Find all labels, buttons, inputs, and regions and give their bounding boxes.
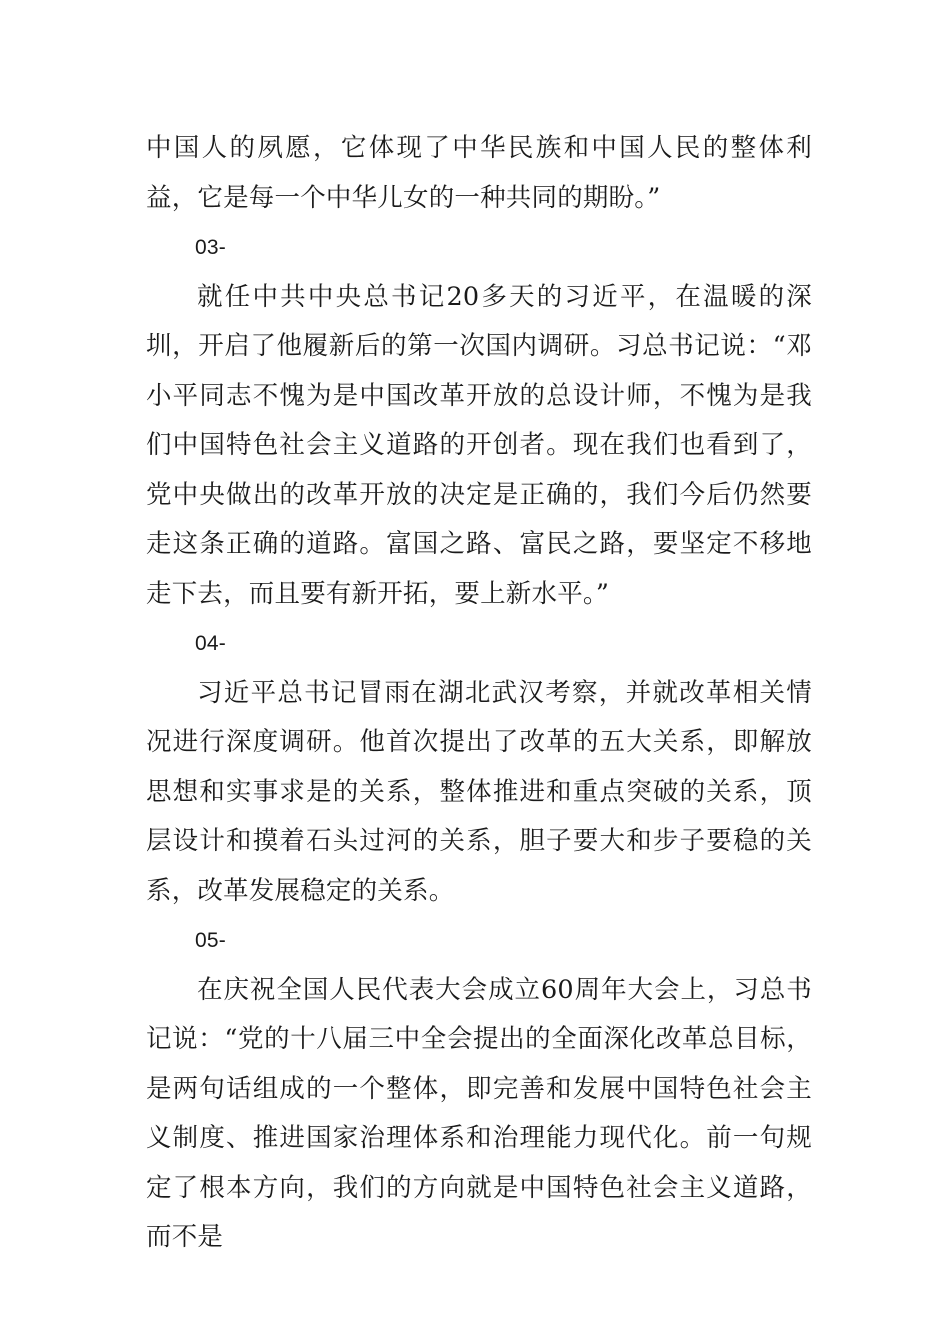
paragraph-shenzhen-visit: 就任中共中央总书记20多天的习近平，在温暖的深圳，开启了他履新后的第一次国内调研。习总书记说：“邓小平同志不愧为是中国改革开放的总设计师，不愧为是我们中国特色社会主义道路的开创者。现在我们也看到了，党中央做出的改革开放的决定是正确的，我们今后仍然要走这条正确的道路。富国之路、富民之路，要坚定不移地走下去，而且要有新开拓，要上新水平。” bbox=[146, 281, 812, 609]
paragraph-wuhan-visit: 习近平总书记冒雨在湖北武汉考察，并就改革相关情况进行深度调研。他首次提出了改革的五大关系，即解放思想和实事求是的关系，整体推进和重点突破的关系，顶层设计和摸着石头过河的关系，胆子要大和步子要稳的关系，改革发展稳定的关系。 bbox=[146, 677, 812, 906]
paragraph-continued: 中国人的夙愿，它体现了中华民族和中国人民的整体利益，它是每一个中华儿女的一种共同的期盼。” bbox=[146, 133, 812, 213]
section-number-04: 04- bbox=[195, 632, 226, 655]
document-body bbox=[146, 124, 812, 1263]
section-number-05: 05- bbox=[195, 929, 226, 952]
paragraph-npc-anniversary: 在庆祝全国人民代表大会成立60周年大会上，习总书记说：“党的十八届三中全会提出的全面深化改革总目标，是两句话组成的一个整体，即完善和发展中国特色社会主义制度、推进国家治理体系和治理能力现代化。前一句规定了根本方向，我们的方向就是中国特色社会主义道路，而不是 bbox=[146, 974, 812, 1252]
section-number-03: 03- bbox=[195, 236, 226, 259]
